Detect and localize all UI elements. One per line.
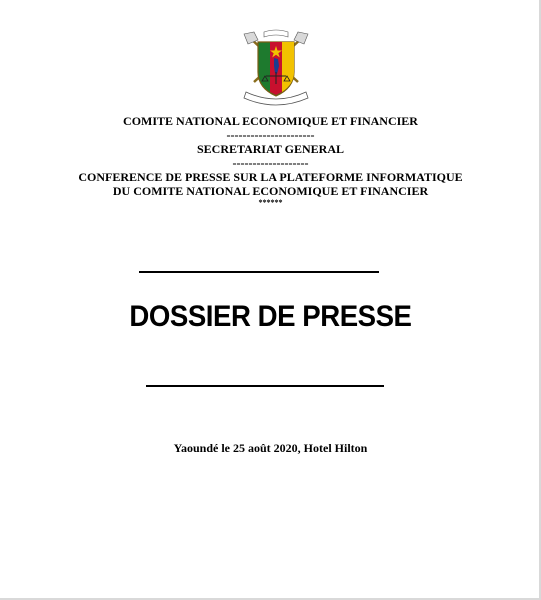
coat-of-arms-emblem [236,26,316,108]
committee-name: COMITE NATIONAL ECONOMIQUE ET FINANCIER [123,114,418,128]
stars-separator: ****** [258,198,283,207]
conference-title-line-1: CONFERENCE DE PRESSE SUR LA PLATEFORME INFORMATIQUE [78,170,463,184]
separator-line-1: ---------------------- [226,128,315,142]
secretariat-title: SECRETARIAT GENERAL [196,142,345,156]
date-location: Yaoundé le 25 août 2020, Hotel Hilton [173,441,368,455]
top-divider-rule [139,271,379,273]
coat-of-arms-icon [236,26,316,108]
header-block [0,114,541,208]
page-title: DOSSIER DE PRESSE [129,300,412,333]
conference-title-line-2: DU COMITE NATIONAL ECONOMIQUE ET FINANCIER [112,184,429,198]
separator-line-2: ------------------- [232,156,309,170]
bottom-divider-rule [146,385,384,387]
